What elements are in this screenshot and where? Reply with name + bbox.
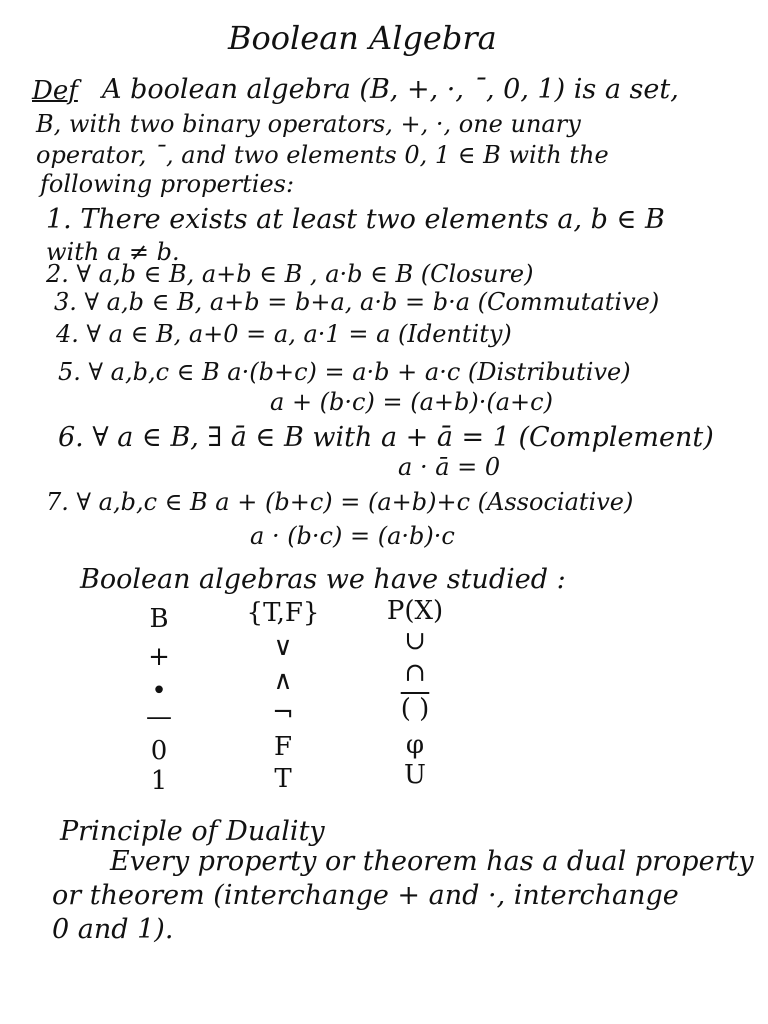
table-cell: ¬ — [272, 698, 294, 728]
table-cell: T — [274, 764, 292, 794]
table-cell: ∪ — [404, 626, 426, 656]
studied-heading: Boolean algebras we have studied : — [80, 564, 566, 595]
table-cell: B — [149, 604, 169, 634]
property-1-line: with a ≠ b. — [46, 238, 180, 266]
property-6-line: a · ā = 0 — [398, 453, 501, 481]
table-cell: ( ) — [400, 694, 430, 724]
definition-tag: Def — [32, 76, 78, 106]
table-cell: ∧ — [273, 666, 293, 696]
duality-line: 0 and 1). — [52, 914, 174, 945]
property-5-line: 5. ∀ a,b,c ∈ B a·(b+c) = a·b + a·c (Distributive) — [58, 358, 631, 386]
definition-line: operator, ¯, and two elements 0, 1 ∈ B with the — [36, 141, 609, 169]
property-2: 2. ∀ a,b ∈ B, a+b ∈ B , a·b ∈ B (Closure) — [46, 260, 534, 288]
property-1-line: 1. There exists at least two elements a, b ∈ B — [46, 204, 665, 235]
definition-line: following properties: — [40, 170, 295, 198]
table-cell: ∩ — [404, 658, 426, 688]
duality-line: or theorem (interchange + and ·, interchange — [52, 880, 679, 911]
page-title: Boolean Algebra — [228, 19, 497, 57]
table-cell: ∨ — [273, 632, 293, 662]
definition-line: B, with two binary operators, +, ·, one unary — [36, 110, 581, 138]
table-cell: P(X) — [386, 596, 444, 626]
table-cell: 1 — [150, 766, 168, 796]
table-cell: 0 — [150, 736, 168, 766]
property-4: 4. ∀ a ∈ B, a+0 = a, a·1 = a (Identity) — [56, 320, 512, 348]
definition-line: A boolean algebra (B, +, ·, ¯, 0, 1) is a set, — [102, 74, 679, 105]
table-cell: {T,F} — [246, 598, 320, 628]
property-7-line: a · (b·c) = (a·b)·c — [250, 522, 455, 550]
property-6-line: 6. ∀ a ∈ B, ∃ ā ∈ B with a + ā = 1 (Complement) — [58, 422, 714, 453]
property-5-line: a + (b·c) = (a+b)·(a+c) — [270, 388, 553, 416]
table-cell: F — [273, 732, 293, 762]
table-cell: U — [404, 760, 426, 790]
table-cell: — — [146, 702, 172, 732]
table-cell: • — [151, 676, 167, 706]
duality-line: Every property or theorem has a dual property — [110, 846, 754, 877]
table-cell: φ — [405, 730, 425, 760]
duality-heading: Principle of Duality — [60, 816, 325, 847]
table-cell: + — [148, 642, 170, 672]
property-7-line: 7. ∀ a,b,c ∈ B a + (b+c) = (a+b)+c (Associative) — [46, 488, 634, 516]
property-3: 3. ∀ a,b ∈ B, a+b = b+a, a·b = b·a (Commutative) — [54, 288, 660, 316]
